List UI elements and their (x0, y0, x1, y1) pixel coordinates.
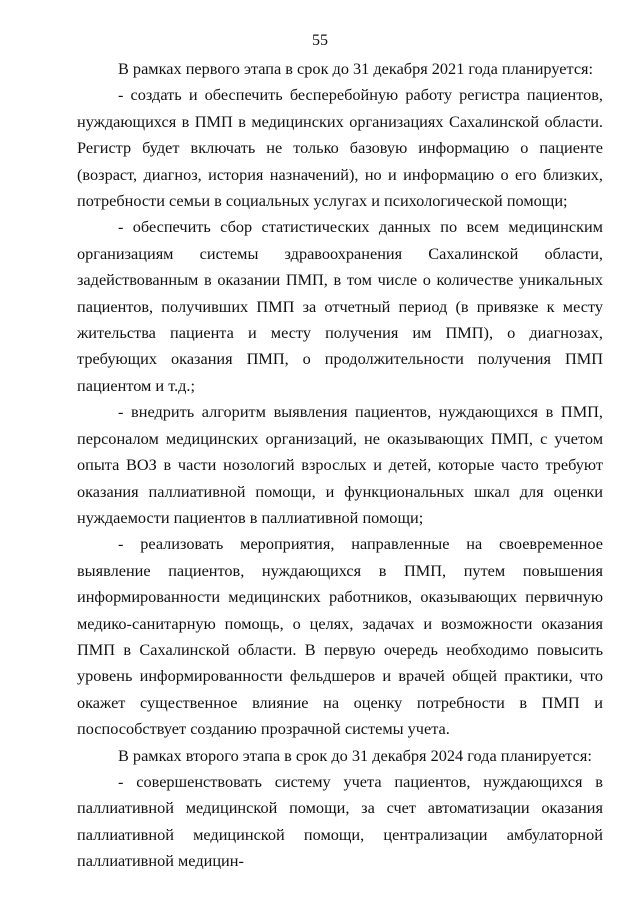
paragraph-stage2-intro: В рамках второго этапа в срок до 31 декабря 2024 года планируется: (118, 745, 592, 765)
paragraph-registry: - создать и обеспечить бесперебойную работу регистра пациентов, нуждающихся в ПМП в медицинских организациях Сахалинской области. Регистр будет включать не только базовую информацию о пациенте (возраст, диагноз, история назначений), но и информацию о его близких, потребности семьи в социальных услугах и психологической помощи; (77, 85, 603, 211)
paragraph-accounting-system: - совершенствовать систему учета пациентов, нуждающихся в паллиативной медицинской помощи, за счет автоматизации оказания паллиативной медицинской помощи, централизации амбулаторной паллиативной медицин- (77, 771, 603, 871)
page-number: 55 (312, 32, 328, 49)
paragraph-algorithm: - внедрить алгоритм выявления пациентов, нуждающихся в ПМП, персоналом медицинских организаций, не оказывающих ПМП, с учетом опыта ВОЗ в части нозологий взрослых и детей, которые часто требуют оказания паллиативной помощи, и функциональных шкал для оценки нуждаемости пациентов в паллиативной помощи; (77, 402, 603, 527)
paragraph-statistics: - обеспечить сбор статистических данных по всем медицинским организациям системы здравоохранения Сахалинской области, задействованным в оказании ПМП, в том числе о количестве уникальных пациентов, получивших ПМП за отчетный период (в привязке к месту жительства пациента и месту получения им ПМП), о диагнозах, требующих оказания ПМП, о продолжительности получения ПМП пациентом и т.д.; (77, 217, 603, 395)
paragraph-stage1-intro: В рамках первого этапа в срок до 31 декабря 2021 года планируется: (118, 59, 594, 78)
document-body (77, 56, 603, 875)
paragraph-awareness: - реализовать мероприятия, направленные на своевременное выявление пациентов, нуждающихся в ПМП, путем повышения информированности медицинских работников, оказывающих первичную медико-санитарную помощь, о целях, задачах и возможности оказания ПМП в Сахалинской области. В первую очередь необходимо повысить уровень информированности фельдшеров и врачей общей практики, что окажет существенное влияние на оценку потребности в ПМП и поспособствует созданию прозрачной системы учета. (77, 534, 603, 739)
